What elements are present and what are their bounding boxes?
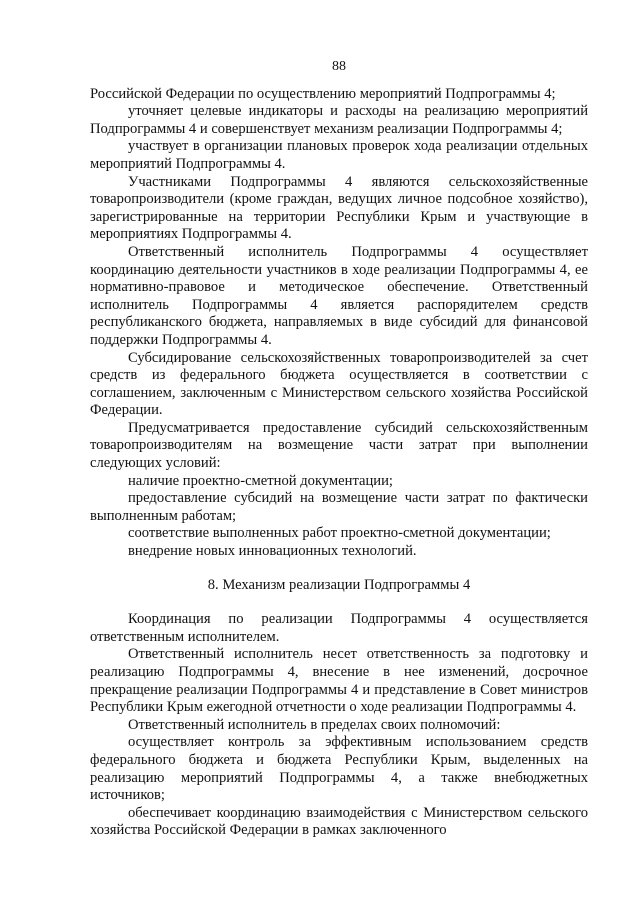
paragraph: обеспечивает координацию взаимодействия с Министерством сельского хозяйства Российской Федерации в рамках заключенного bbox=[90, 804, 588, 839]
paragraphs-after-heading bbox=[90, 611, 588, 840]
paragraph: Ответственный исполнитель в пределах своих полномочий: bbox=[128, 716, 501, 733]
paragraph: внедрение новых инновационных технологий. bbox=[128, 543, 417, 560]
paragraph: соответствие выполненных работ проектно-сметной документации; bbox=[128, 525, 551, 542]
paragraph: Координация по реализации Подпрограммы 4 осуществляется ответственным исполнителем. bbox=[90, 611, 588, 645]
section-heading: 8. Механизм реализации Подпрограммы 4 bbox=[207, 576, 471, 593]
paragraphs-before-heading bbox=[90, 86, 588, 561]
paragraph: Ответственный исполнитель несет ответственность за подготовку и реализацию Подпрограммы 4, внесение в нее изменений, досрочное прекращение реализации Подпрограммы 4 и представление в Совет министров Республики Крым ежегодной отчетности о ходе реализации Подпрограммы 4. bbox=[90, 646, 588, 716]
paragraph: участвует в организации плановых проверок хода реализации отдельных мероприятий Подпрограммы 4. bbox=[90, 138, 588, 172]
paragraph: Российской Федерации по осуществлению мероприятий Подпрограммы 4; bbox=[90, 85, 556, 102]
paragraph: уточняет целевые индикаторы и расходы на реализацию мероприятий Подпрограммы 4 и совершенствует механизм реализации Подпрограммы 4; bbox=[90, 103, 588, 137]
page-number: 88 bbox=[332, 59, 346, 74]
paragraph: наличие проектно-сметной документации; bbox=[128, 472, 393, 489]
document-page bbox=[90, 58, 588, 840]
paragraph: предоставление субсидий на возмещение части затрат по фактически выполненным работам; bbox=[90, 490, 588, 524]
paragraph: Субсидирование сельскохозяйственных товаропроизводителей за счет средств из федерального бюджета осуществляется в соответствии с соглашением, заключенным с Министерством сельского хозяйства Российской Федерации. bbox=[90, 349, 588, 419]
paragraph: Ответственный исполнитель Подпрограммы 4 осуществляет координацию деятельности участников в ходе реализации Подпрограммы 4, ее нормативно-правовое и методическое обеспечение. Ответственный исполнитель Подпрограммы 4 является распорядителем средств республиканского бюджета, направляемых в виде субсидий для финансовой поддержки Подпрограммы 4. bbox=[90, 243, 588, 348]
paragraph: осуществляет контроль за эффективным использованием средств федерального бюджета и бюджета Республики Крым, выделенных на реализацию мероприятий Подпрограммы 4, а также внебюджетных источников; bbox=[90, 734, 588, 804]
paragraph: Предусматривается предоставление субсидий сельскохозяйственным товаропроизводителям на возмещение части затрат при выполнении следующих условий: bbox=[90, 419, 588, 472]
paragraph: Участниками Подпрограммы 4 являются сельскохозяйственные товаропроизводители (кроме граждан, ведущих личное подсобное хозяйство), зарегистрированные на территории Республики Крым и участвующие в мероприятиях Подпрограммы 4. bbox=[90, 173, 588, 243]
